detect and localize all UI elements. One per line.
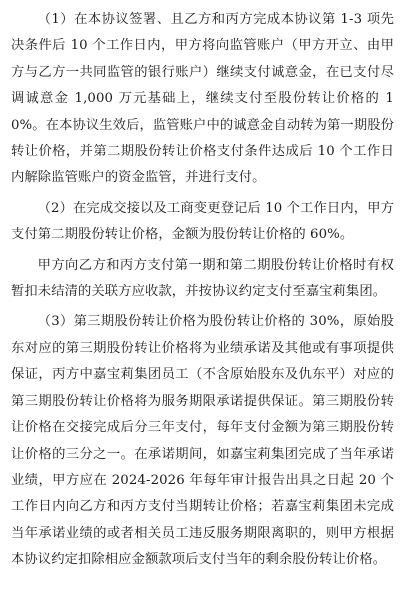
- paragraph-payment-term-1: （1）在本协议签署、且乙方和丙方完成本协议第 1-3 项先决条件后 10 个工作日内，甲方将向监管账户（甲方开立、由甲方与乙方一共同监管的银行账户）继续支付诚意金，在已支付尽调诚意金 1,000 万元基础上，继续支付至股份转让价格的 10%。在本协议生效后，监管账户中的诚意金自动转为第一期股份转让价格，并第二期股份转让价格支付条件达成后 10 个工作日内解除监管账户的资金监管，并进行支付。: [11, 12, 395, 186]
- paragraph-payment-term-2: （2）在完成交接以及工商变更登记后 10 个工作日内，甲方支付第二期股份转让价格，金额为股份转让价格的 60%。: [11, 200, 394, 243]
- paragraph-withholding-note: 甲方向乙方和丙方支付第一期和第二期股份转让价格时有权暂扣未结清的关联方应收款，并按协议约定支付至嘉宝莉集团。: [11, 257, 394, 300]
- paragraph-payment-term-3: （3）第三期股份转让价格为股份转让价格的 30%，原始股东对应的第三期股份转让价格将为业绩承诺及其他或有事项提供保证，丙方中嘉宝莉集团员工（不含原始股东及仇东平）对应的第三期股份转让价格将为服务期限承诺提供保证。第三期股份转让价格在交接完成后分三年支付，每年支付金额为第三期股份转让价格的三分之一。在承诺期间，如嘉宝莉集团完成了当年承诺业绩，甲方应在 2024-2026 年每年审计报告出具之日起 20 个工作日内向乙方和丙方支付当期转让价格；若嘉宝莉集团未完成当年承诺业绩的或者相关员工违反服务期限离职的，则甲方根据本协议约定扣除相应金额款项后支付当年的剩余股份转让价格。: [11, 314, 394, 568]
